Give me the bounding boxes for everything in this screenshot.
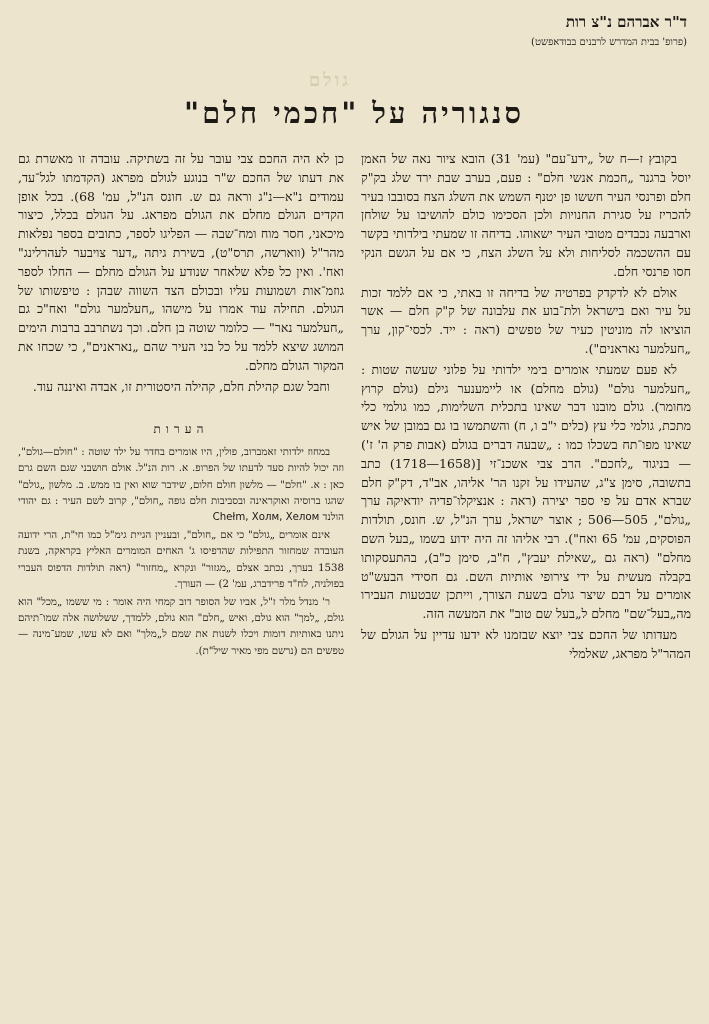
author-name: ד"ר אברהם נ"צ רות <box>565 13 687 31</box>
right-column <box>361 150 691 666</box>
body-paragraph: וחבל שגם קהילת חלם, קהילה היסטורית זו, אבדה ואיננה עוד. <box>32 378 330 394</box>
body-paragraph: מעדותו של החכם צבי יוצא שבזמנו לא ידעו עדיין על הגולם של המהר"ל מפראג, שאלמלי <box>361 626 691 661</box>
left-column <box>18 150 344 662</box>
article-title: סנגוריה על "חכמי חלם" <box>184 96 524 130</box>
footnote: אינם אומרים „גולם" כי אם „חולם", ובעניין הגיית גימ"ל כמו חי"ת, הרי ידועה העובדה שמחזור התפילות שהדפיסו ג' האחים המומרים האליץ בקראקה, בשנת 1538 בערך, נכתב אצלם „מגזור" ונקרא „מחזור" (ראה תולדות הדפוס העברי בפולניה, לח"ד פרידברג, עמ' 2) — העורך. <box>18 530 344 590</box>
bleed-through-text: גולם <box>308 70 352 91</box>
author-affiliation: (פרופ' בבית המדרש לרבנים בבודאפשט) <box>531 37 687 48</box>
notes-heading: הערות <box>153 422 209 437</box>
footnote <box>18 445 344 526</box>
footnote-latin-names: Chełm, Холм, Хелом <box>212 511 320 523</box>
body-paragraph: כן לא היה החכם צבי עובר על זה בשתיקה. עובדה זו מאשרת גם את דעתו של החכם ש"ר בנוגע לגולם מפראג (הקדמתו לגל־עד, עמודים נ"א—נ"ג וראה גם ש. חונס הנ"ל, עמ' 68). בכל אופן הקדים הגולם מחלם את הגולם מפראג. על הגולם בכלל, כיצור מיכאני, חסר מוח ומח־שבה — הפליגו לספר, כתובים בספר נפלאות מהר"ל (ווארשה, תרס"ט), בשירת גיתה „דער צויבער לעהרלינג" ואח'. ואין כל פלא שלאחר שנודע על הגולם מחלם — החלו לספר גוזמ־אות ושמועות עליו ובכולם הצד השווה שבהן : טיפשותו של הגולם. תחילה עוד אמרו על מישהו „חעלמער גולם" ואח"כ גם „חעלמער נאר" — כלומר שוטה בן חלם. וכך נשתרבב ברבות הימים המושג שיצא ללמד על כל בני העיר שהם „נאראנים", כי שכחו את המקור הגולם מחלם. <box>18 151 344 373</box>
body-paragraph: בקובץ ז—ח של „ידע־עם" (עמ' 31) הובא ציור נאה של האמן יוסל ברגנר „חכמת אנשי חלם" : פעם, בערב שבת ירד שלג בק"ק חלם ופרנסי העיר חששו פן יטנף השמש את השלג הצח בסובבו בעיר להכריז על סגירת החנויות ולכן הסכימו כולם להושיבו על שולחן וארבעה נכבדים מטובי העיר ישאוהו. בדיחה זו שמעתי בילדותי בקשר עם ההשכמה לסליחות ולא על השלג הצח, כי אם על הגשם הנקי חסו פרנסי חלם. <box>361 151 691 279</box>
body-paragraph: אולם לא לדקדק בפרטיה של בדיחה זו באתי, כי אם ללמד זכות על עיר ואם בישראל ולת־בוע את עלבונה של ק"ק חלם — אשר הוציאו לה מוניטין כעיר של טפשים (ראה : ייד. לכסי־קון, ערך „חעלמער נאראנים"). <box>361 284 691 356</box>
body-paragraph: לא פעם שמעתי אומרים בימי ילדותי על פלוני שעשה שטות : „חעלמער גולם" (גולם מחלם) או ליימענער גילם (גולם קרוץ מחומר). גולם מובנו דבר שאינו בתכלית השלימות, כמו גולמי כלי מתכת, גולמי כלי עץ (כלים י"ב ו, ח) והשתמשו בו גם במובן של איש שאינו מפו־תח בשכלו כמו : „שבעה דברים בגולם (אבות פרק ה' ז') — בניגוד „לחכם". הרב צבי אשכנ־זי [(1658—1718) כתב בתשובה, סימן צ"ג, שהעידו על זקנו הר' אליהו, אב"ד, דק"ק חלם שברא אדם על פי ספר יצירה (ראה : אנציקלו־פדיה יודאיקה ערך „גולם", 505—506 ; אוצר ישראל, ערך הנ"ל, ש. חונס, תולדות הפוסקים, עמ' 65 ואח"). רבי אליהו זה היה ידוע בשמו „בעל השם מחלם" (ראה גם „שאילת יעבץ", ח"ב, סימן כ"ב), בהתעסקותו בקבלה מעשית על ידי צירופי אותיות השם. גם חסידי הבעש"ט אומרים על רבם שיצר גולם בשעת הצורך, וייתכן שבטעות העבירו מה„בעל־שם" מחלם ל„בעל שם טוב" את המעשה הזה. <box>361 361 691 622</box>
footnote-text: במחוז ילדותי זאמברוב, פולין, היו אומרים בחדר על ילד שוטה : "חולם—גולם", וזה יכול להיות סעד לדעתו של הפרופ. א. רות הנ"ל. אולם חושבני שגם השם גרם כאן : א. "חלם" — מלשון חולם חלום, שידבר שוא ואין בו ממש. ב. מלשון „גולם" שהגו ברוסיה ואוקראינה ובסביבות חלם גופה „חולם", קרוב לשם העיר : גם יהודי הולנד <box>18 447 344 523</box>
footnote: ר' מנדל מלר ז"ל, אביו של הסופר דוב קמחי היה אומר : מי ששמו „מכל" הוא גולם, „למך" הוא גולם, ואיש „חלם" הוא גולם, ללמדך, ששלושה אלה שמו־תיהם ניתנו באותיות דומות ויכלו לשנות את שמם ל„מלך" ואם לא עשו, שמע־מינה — טפשים הם (נרשם מפי מאיר שיל"ת). <box>18 596 344 657</box>
